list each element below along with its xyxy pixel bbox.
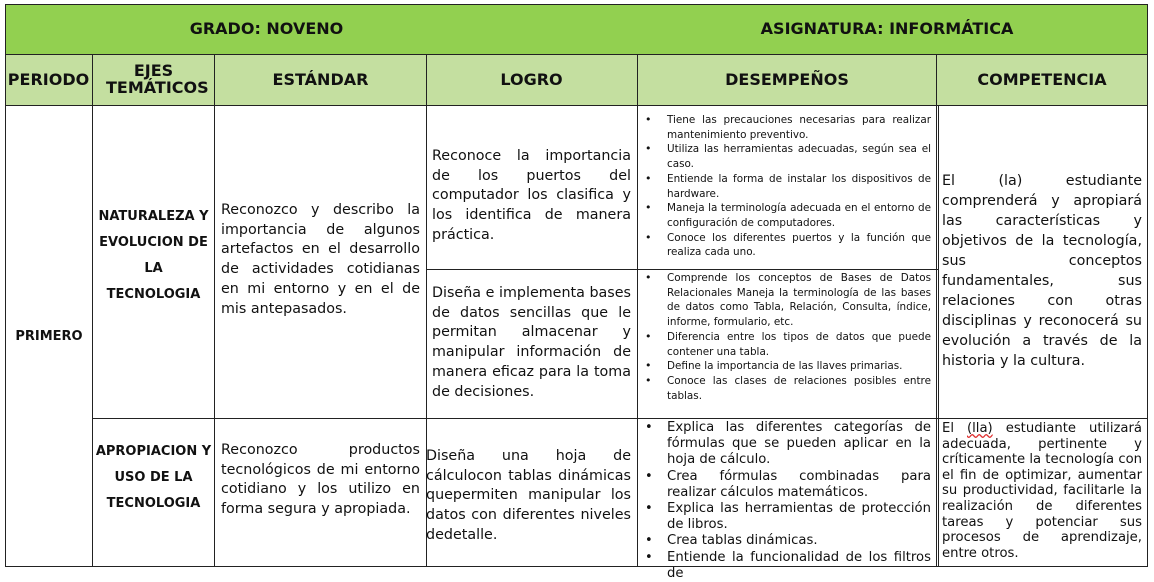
column-competencia: COMPETENCIA [977, 69, 1107, 89]
periodo-value: PRIMERO [15, 328, 83, 344]
logro-bases-datos: Diseña e implementa bases de datos sencillas que le permitan almacenar y manipular información de manera eficaz para la toma de decisiones. [432, 285, 631, 400]
column-ejes-label: EJES TEMÁTICOS [106, 61, 209, 97]
desempeno-item: • Maneja la terminología adecuada en el entorno de configuración de computadores. [638, 201, 931, 230]
periodo-cell [6, 106, 92, 566]
desempeno-item: • Conoce los diferentes puertos y la función que realiza cada uno. [638, 231, 931, 260]
desempeno-item: • Entiende la funcionalidad de los filtros de [638, 550, 931, 582]
desempeno-item: • Crea fórmulas combinadas para realizar cálculos matemáticos. [638, 469, 931, 501]
desempeno-item: • Diferencia entre los tipos de datos que puede contener una tabla. [638, 330, 931, 359]
column-desempenos: DESEMPEÑOS [725, 69, 849, 89]
estandar-naturaleza: Reconozco y describo la importancia de algunos artefactos en el desarrollo de actividades cotidianas en mi entorno y en el de mis antepasados. [221, 202, 420, 317]
eje-line: TECNOLOGIA [106, 496, 201, 511]
eje-line: TECNOLOGIA [106, 287, 201, 302]
asignatura-title: ASIGNATURA: INFORMÁTICA [760, 19, 1014, 39]
grado-title: GRADO: NOVENO [189, 19, 344, 39]
competencia-prefix: El [942, 421, 954, 436]
competencia-naturaleza: El (la) estudiante comprenderá y apropiará las características y objetivos de la tecnología, sus conceptos fundamentales, sus relaciones con otras disciplinas y reconocerá su evolución a través de la historia y la cultura. [942, 173, 1142, 369]
competencia-apropiacion [942, 421, 1142, 561]
desempeno-item: • Tiene las precauciones necesarias para realizar mantenimiento preventivo. [638, 113, 931, 142]
desempeno-item: • Utiliza las herramientas adecuadas, según sea el caso. [638, 142, 931, 171]
eje-line: LA [144, 261, 163, 276]
column-periodo: PERIODO [7, 69, 90, 89]
desempeno-item: • Explica las herramientas de protección de libros. [638, 501, 931, 533]
desempeno-item: • Entiende la forma de instalar los dispositivos de hardware. [638, 172, 931, 201]
logro-puertos: Reconoce la importancia de los puertos del computador los clasifica y los identifica de manera práctica. [432, 148, 631, 243]
desempenos-bases-datos [638, 271, 931, 403]
eje-line: NATURALEZA Y [98, 209, 209, 224]
estandar-apropiacion: Reconozco productos tecnológicos de mi entorno cotidiano y los utilizo en forma segura y apropiada. [221, 442, 420, 518]
desempenos-hoja-calculo [638, 420, 931, 581]
column-logro: LOGRO [500, 69, 563, 89]
column-estandar: ESTÁNDAR [272, 69, 369, 89]
desempeno-item: • Define la importancia de las llaves primarias. [638, 359, 931, 374]
desempeno-item: • Crea tablas dinámicas. [638, 533, 931, 549]
eje-apropiacion [93, 438, 214, 518]
eje-line: EVOLUCION DE [99, 235, 208, 250]
eje-line: APROPIACION Y [95, 444, 212, 459]
logro-hoja-calculo: Diseña una hoja de cálculocon tablas dinámicas quepermiten manipular los datos con diferentes niveles dedetalle. [426, 448, 631, 543]
competencia-rest: estudiante utilizará adecuada, pertinente y críticamente la tecnología con el fin de optimizar, aumentar su productividad, facilitarle la realización de diferentes tareas y potenciar sus procesos de aprendizaje, entre otros. [942, 421, 1142, 561]
column-ejes [93, 55, 214, 105]
desempeno-item: • Comprende los conceptos de Bases de Datos Relacionales Maneja la terminología de las bases de datos como Tabla, Relación, Consulta, índice, informe, formulario, etc. [638, 271, 931, 330]
desempeno-item: • Conoce las clases de relaciones posibles entre tablas. [638, 374, 931, 403]
eje-line: USO DE LA [114, 470, 193, 485]
desempenos-mantenimiento [638, 113, 931, 260]
desempeno-item: • Explica las diferentes categorías de fórmulas que se pueden aplicar en la hoja de cálculo. [638, 420, 931, 469]
eje-naturaleza [93, 203, 214, 309]
spelling-mark: (lla) [967, 421, 993, 436]
